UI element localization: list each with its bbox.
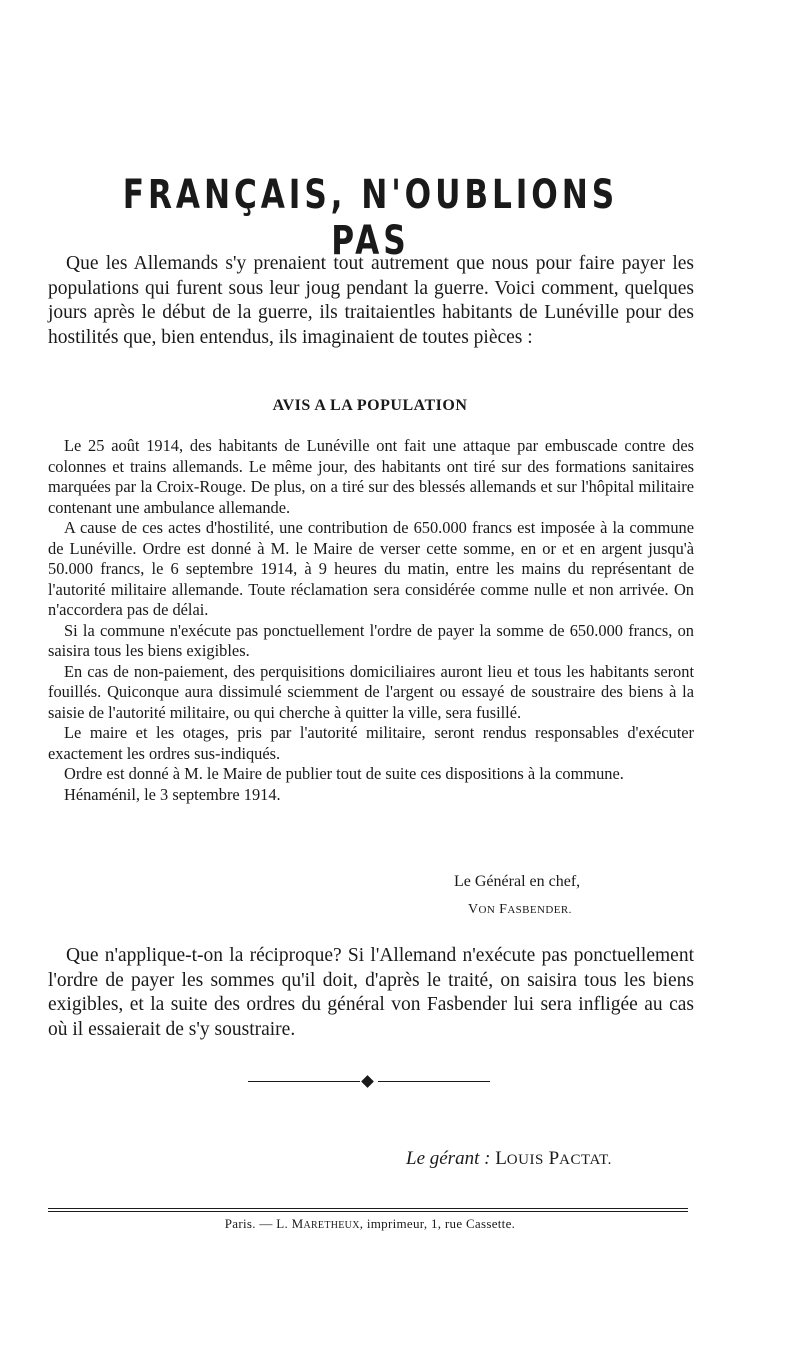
avis-paragraph: Le maire et les otages, pris par l'autorité militaire, seront rendus responsables d'exécuter exactement les ordres sus-indiqués.: [48, 723, 694, 763]
avis-body: [48, 436, 694, 805]
gerant-label: Le gérant :: [406, 1148, 491, 1169]
avis-paragraph: En cas de non-paiement, des perquisitions domiciliaires auront lieu et tous les habitants seront fouillés. Quiconque aura dissimulé sciemment de l'argent ou essayé de soustraire des biens à la saisie de l'autorité militaire, ou qui cherche à quitter la ville, sera fusillé.: [48, 661, 694, 722]
signature-name: VON FASBENDER.: [468, 902, 572, 917]
page-title: FRANÇAIS, N'OUBLIONS PAS: [122, 172, 619, 264]
divider-ornament: [248, 1074, 490, 1090]
divider-line-right: [378, 1081, 490, 1082]
outro-paragraph: Que n'applique-t-on la réciproque? Si l'Allemand n'exécute pas ponctuellement l'ordre de payer les sommes qu'il doit, d'après le traité, on saisira tous les biens exigibles, et la suite des ordres du général von Fasbender lui sera infligée au cas où il essaierait de s'y soustraire.: [48, 945, 694, 1040]
footer-rule: [48, 1211, 688, 1212]
divider-line-left: [248, 1081, 360, 1082]
avis-date-line: Hénaménil, le 3 septembre 1914.: [64, 784, 281, 804]
avis-heading: AVIS A LA POPULATION: [272, 397, 468, 414]
avis-paragraph: Si la commune n'exécute pas ponctuellement l'ordre de payer la somme de 650.000 francs, on saisira tous les biens exigibles.: [48, 620, 694, 660]
intro-paragraph: Que les Allemands s'y prenaient tout autrement que nous pour faire payer les populations qui furent sous leur joug pendant la guerre. Voici comment, quelques jours après le début de la guerre, ils traitaientles habitants de Lunéville pour des hostilités que, bien entendus, ils imaginaient de toutes pièces :: [48, 253, 694, 348]
footer-rule: [48, 1208, 688, 1209]
avis-paragraph: A cause de ces actes d'hostilité, une contribution de 650.000 francs est imposée à la commune de Lunéville. Ordre est donné à M. le Maire de verser cette somme, en or et en argent jusqu'à 50.000 francs, le 6 septembre 1914, à 9 heures du matin, entre les mains du représentant de l'autorité militaire allemande. Toute réclamation sera considérée comme nulle et non arrivée. On n'accordera pas de délai.: [48, 518, 694, 619]
avis-paragraph: Le 25 août 1914, des habitants de Lunéville ont fait une attaque par embuscade contre des colonnes et trains allemands. Le même jour, des habitants ont tiré sur des formations sanitaires marquées par la Croix-Rouge. De plus, on a tiré sur des blessés allemands et sur l'hôpital militaire contenant une ambulance allemande.: [48, 436, 694, 517]
avis-paragraph: Ordre est donné à M. le Maire de publier tout de suite ces dispositions à la commune.: [64, 764, 624, 783]
diamond-icon: [361, 1075, 374, 1088]
printer-imprint: Paris. — L. MARETHEUX, imprimeur, 1, rue Cassette.: [224, 1216, 516, 1231]
signature-title: Le Général en chef,: [454, 873, 581, 890]
gerant-line: Le gérant : LOUIS PACTAT.: [406, 1148, 612, 1169]
